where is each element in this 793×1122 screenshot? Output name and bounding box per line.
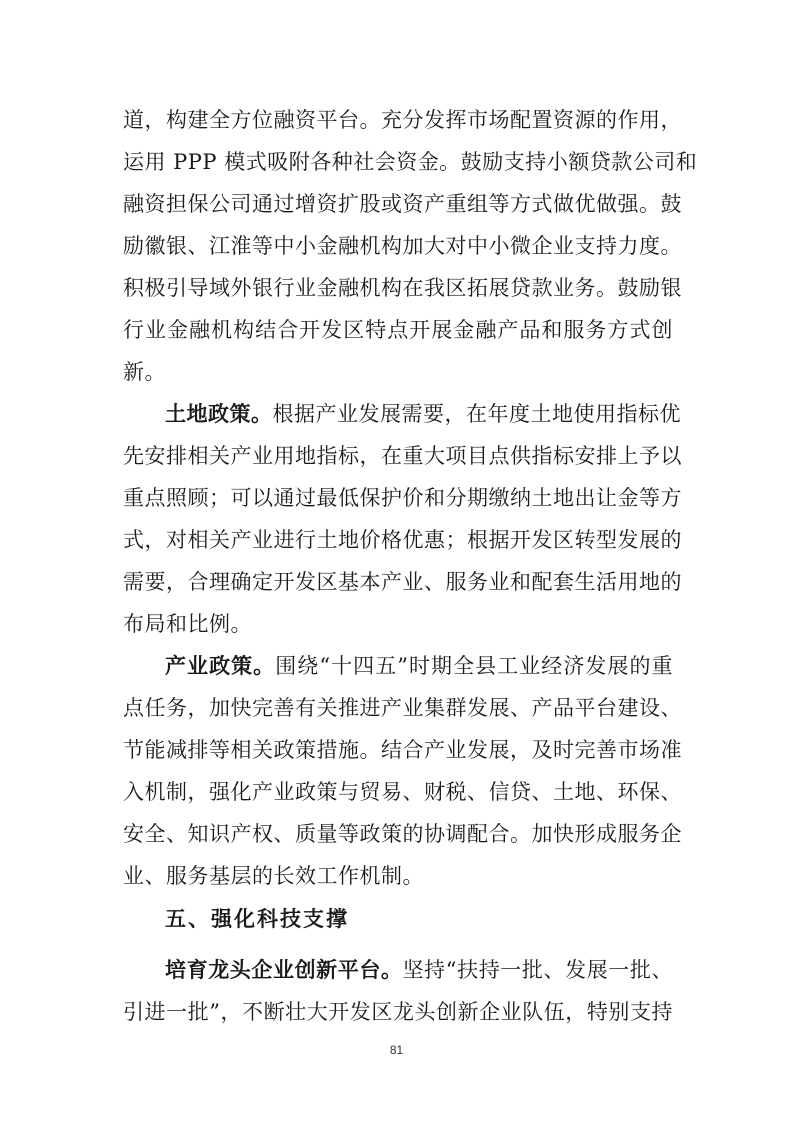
section-heading: 五、强化科技支撑 <box>165 906 349 931</box>
body-text-line: 布局和比例。 <box>123 612 252 636</box>
paragraph-title-land-policy: 土地政策。 <box>165 401 273 426</box>
body-text-line: 需要，合理确定开发区基本产业、服务业和配套生活用地的 <box>123 570 682 594</box>
body-text-line: 运用 PPP 模式吸附各种社会资金。鼓励支持小额贷款公司和 <box>123 150 698 174</box>
body-text-line: 道，构建全方位融资平台。充分发挥市场配置资源的作用， <box>123 108 682 132</box>
body-text-line: 重点照顾；可以通过最低保护价和分期缴纳土地出让金等方 <box>123 486 682 510</box>
body-text-line: 入机制，强化产业政策与贸易、财税、信贷、土地、环保、 <box>123 780 682 804</box>
body-text-line: 安全、知识产权、质量等政策的协调配合。加快形成服务企 <box>123 822 682 846</box>
body-text-line: 行业金融机构结合开发区特点开展金融产品和服务方式创 <box>123 318 673 342</box>
body-text-line: 点任务，加快完善有关推进产业集群发展、产品平台建设、 <box>123 696 682 720</box>
body-text-line: 励徽银、江淮等中小金融机构加大对中小微企业支持力度。 <box>123 234 682 258</box>
paragraph-first-line <box>165 653 673 679</box>
body-text-line: 先安排相关产业用地指标，在重大项目点供指标安排上予以 <box>123 444 682 468</box>
body-text-fragment: 根据产业发展需要，在年度土地使用指标优 <box>272 402 681 426</box>
body-text-line: 业、服务基层的长效工作机制。 <box>123 864 424 888</box>
page-number: 81 <box>389 1043 404 1057</box>
body-text-fragment: 围绕“十四五”时期全县工业经济发展的重 <box>275 654 673 678</box>
body-text-line: 引进一批”，不断壮大开发区龙头创新企业队伍，特别支持 <box>123 1000 673 1024</box>
paragraph-first-line <box>165 957 673 983</box>
paragraph-title-innovation-platform: 培育龙头企业创新平台。 <box>165 957 403 982</box>
body-text-line: 新。 <box>123 360 166 384</box>
paragraph-title-industry-policy: 产业政策。 <box>165 653 276 678</box>
body-text-line: 式，对相关产业进行土地价格优惠；根据开发区转型发展的 <box>123 528 682 552</box>
body-text-fragment: 坚持“扶持一批、发展一批、 <box>402 958 673 982</box>
body-text-line: 融资担保公司通过增资扩股或资产重组等方式做优做强。鼓 <box>123 192 682 216</box>
paragraph-first-line <box>165 401 681 427</box>
body-text-line: 积极引导域外银行业金融机构在我区拓展贷款业务。鼓励银 <box>123 276 682 300</box>
body-text-line: 节能减排等相关政策措施。结合产业发展，及时完善市场准 <box>123 738 682 762</box>
